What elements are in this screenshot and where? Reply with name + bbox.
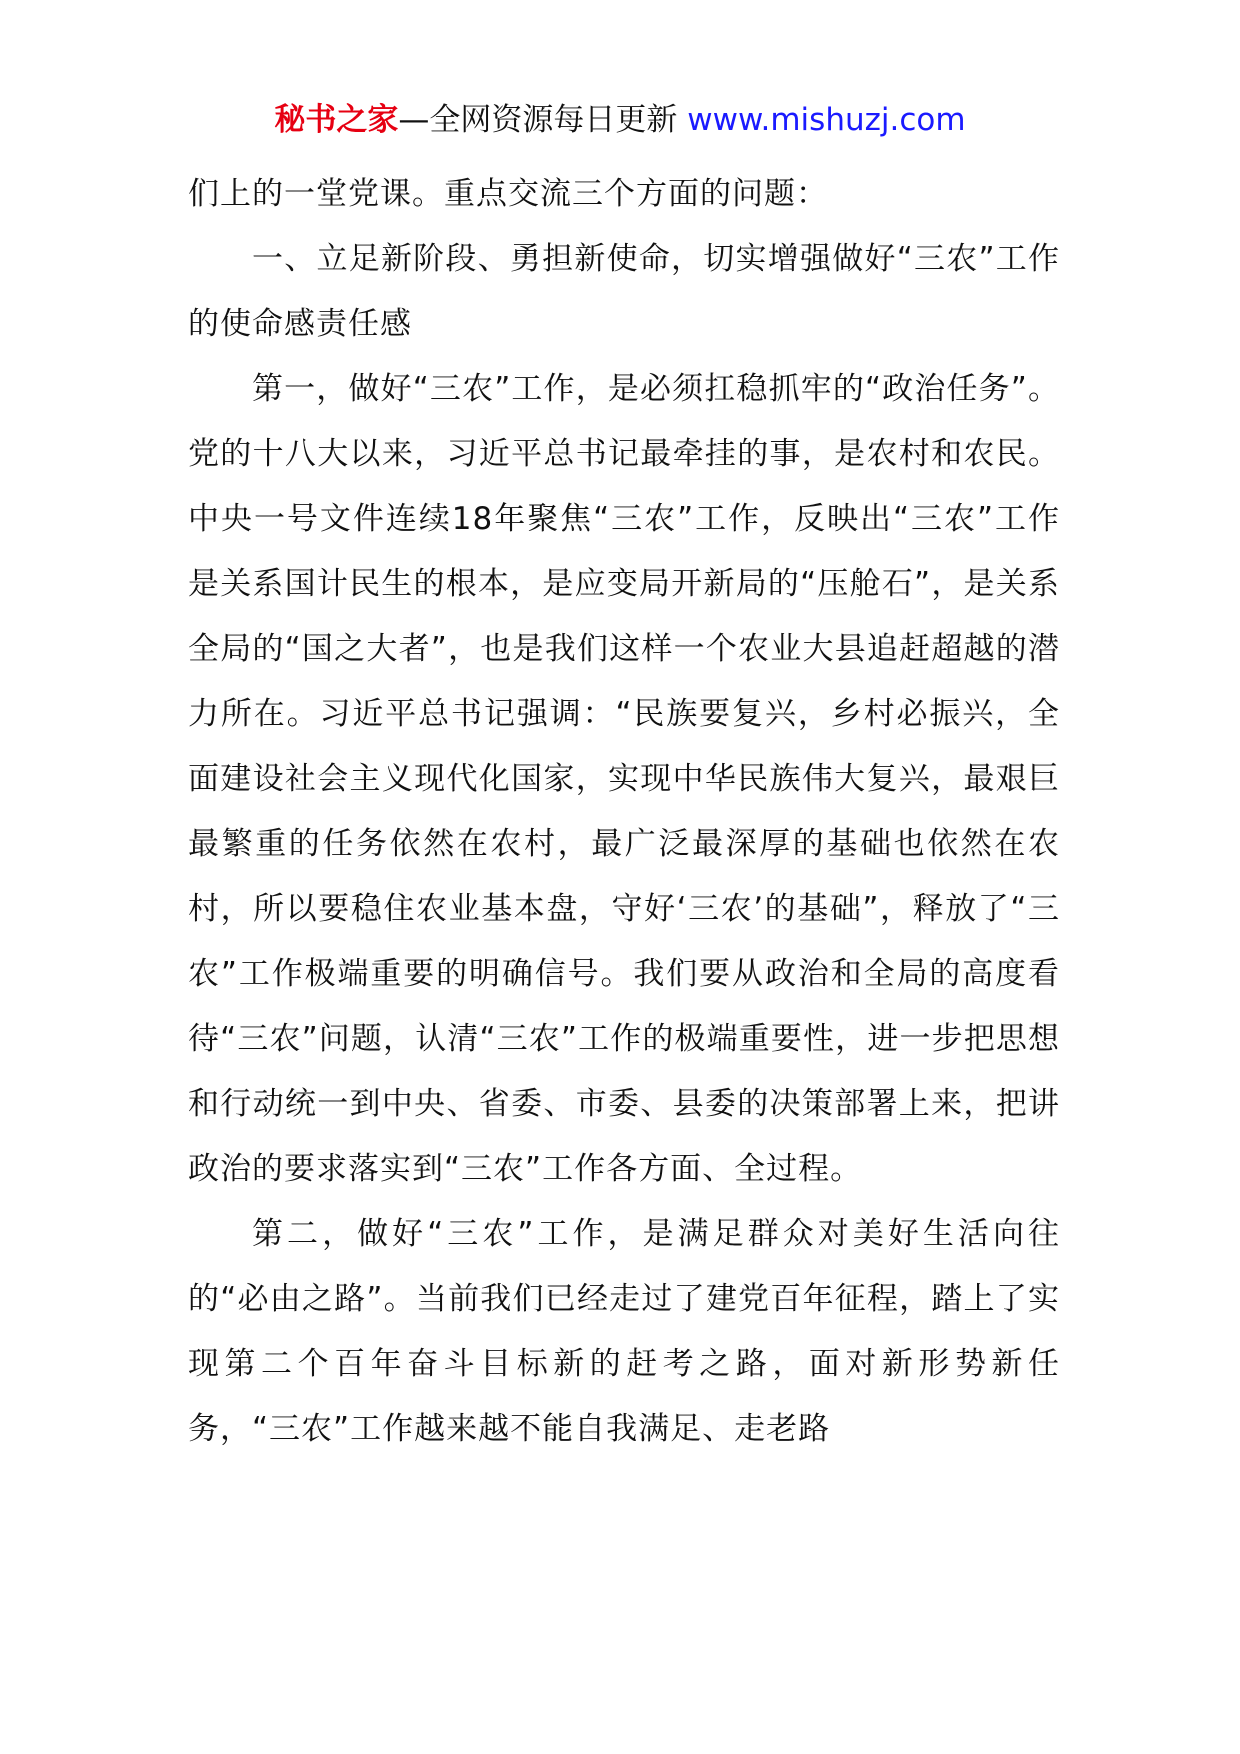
paragraph-second-point: 第二，做好“三农”工作，是满足群众对美好生活向往的“必由之路”。当前我们已经走过了建党百年征程，踏上了实现第二个百年奋斗目标新的赶考之路，面对新形势新任务，“三农”工作越来越不能自我满足、走老路 xyxy=(188,1216,1060,1447)
section-heading: 一、立足新阶段、勇担新使命，切实增强做好“三农”工作的使命感责任感 xyxy=(188,241,1060,342)
paragraph-continuation: 们上的一堂党课。重点交流三个方面的问题： xyxy=(188,176,828,212)
paragraph-first-point: 第一，做好“三农”工作，是必须扛稳抓牢的“政治任务”。党的十八大以来，习近平总书记最牵挂的事，是农村和农民。中央一号文件连续18年聚焦“三农”工作，反映出“三农”工作是关系国计民生的根本，是应变局开新局的“压舱石”，是关系全局的“国之大者”，也是我们这样一个农业大县追赶超越的潜力所在。习近平总书记强调：“民族要复兴，乡村必振兴，全面建设社会主义现代化国家，实现中华民族伟大复兴，最艰巨最繁重的任务依然在农村，最广泛最深厚的基础也依然在农村，所以要稳住农业基本盘，守好‘三农’的基础”，释放了“三农”工作极端重要的明确信号。我们要从政治和全局的高度看待“三农”问题，认清“三农”工作的极端重要性，进一步把思想和行动统一到中央、省委、市委、县委的决策部署上来，把讲政治的要求落实到“三农”工作各方面、全过程。 xyxy=(188,371,1060,1187)
header-tagline: —全网资源每日更新 xyxy=(398,102,688,138)
document-body xyxy=(188,162,1060,1462)
brand-name: 秘书之家 xyxy=(274,102,399,138)
header-url-link[interactable]: www.mishuzj.com xyxy=(687,102,966,138)
watermark-header xyxy=(0,100,1240,140)
